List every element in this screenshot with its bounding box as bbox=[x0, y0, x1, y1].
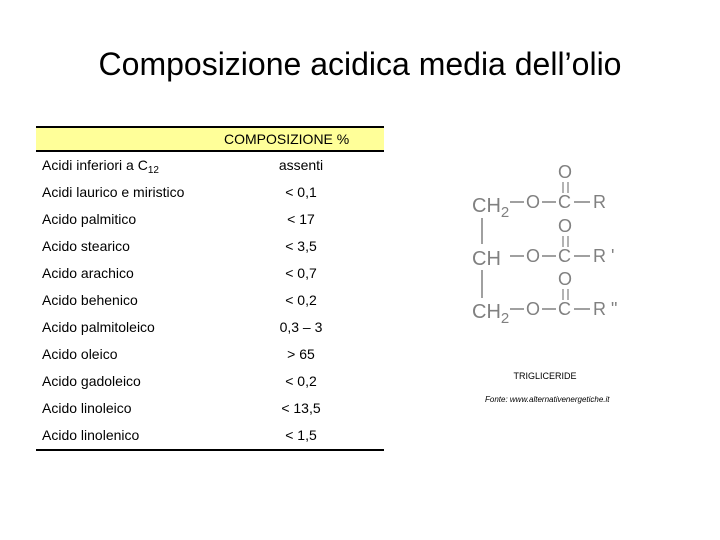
carbonyl-oxygen: O bbox=[558, 269, 573, 289]
acid-value: < 0,2 bbox=[285, 373, 317, 389]
acid-value: > 65 bbox=[287, 346, 315, 362]
oxygen-atom: O bbox=[526, 299, 541, 319]
table-row bbox=[36, 287, 384, 314]
composition-table bbox=[36, 126, 384, 451]
carbon-atom: C bbox=[558, 299, 571, 319]
figure-caption: TRIGLICERIDE bbox=[513, 371, 577, 381]
carbonyl-oxygen: O bbox=[558, 216, 573, 236]
table-row bbox=[36, 260, 384, 287]
carbon-atom: C bbox=[558, 246, 571, 266]
table-row bbox=[36, 206, 384, 233]
ch-group-2: CH bbox=[472, 248, 501, 270]
acid-name: Acido arachico bbox=[42, 265, 134, 281]
acid-value: < 1,5 bbox=[285, 427, 317, 443]
ch2-group-1: $CH_2$ bbox=[472, 195, 510, 221]
table-row bbox=[36, 395, 384, 422]
r-group-3: R " bbox=[593, 299, 618, 319]
ch2-group-3: $CH_2$ bbox=[472, 301, 510, 327]
table-row bbox=[36, 152, 384, 179]
acid-name: Acido palmitico bbox=[42, 211, 137, 227]
table-row bbox=[36, 341, 384, 368]
acid-name: Acido oleico bbox=[42, 346, 118, 362]
page-title: Composizione acidica media dell’olio bbox=[98, 46, 622, 82]
acid-value: < 0,2 bbox=[285, 292, 317, 308]
acid-name: Acido stearico bbox=[42, 238, 130, 254]
table-row bbox=[36, 179, 384, 206]
acid-name: Acido linolenico bbox=[42, 427, 140, 443]
table-row bbox=[36, 368, 384, 395]
carbon-atom: C bbox=[558, 192, 571, 212]
acid-value: < 13,5 bbox=[281, 400, 321, 416]
figure-source: Fonte: www.alternativenergetiche.it bbox=[485, 395, 610, 404]
oxygen-atom: O bbox=[526, 246, 541, 266]
acid-name: Acidi inferiori a $C_{12}$ bbox=[42, 157, 159, 176]
table-bottom-rule bbox=[36, 449, 384, 451]
acid-name: Acidi laurico e miristico bbox=[42, 184, 185, 200]
r-group-2: R ' bbox=[593, 246, 615, 266]
acid-value: 0,3 – 3 bbox=[279, 319, 323, 335]
acid-name: Acido palmitoleico bbox=[42, 319, 155, 335]
table-row bbox=[36, 422, 384, 449]
header-label: COMPOSIZIONE % bbox=[224, 131, 350, 147]
acid-name: Acido gadoleico bbox=[42, 373, 141, 389]
acid-name: Acido behenico bbox=[42, 292, 138, 308]
acid-name: Acido linoleico bbox=[42, 400, 132, 416]
acid-value: < 17 bbox=[287, 211, 315, 227]
acid-value: < 0,7 bbox=[285, 265, 317, 281]
oxygen-atom: O bbox=[526, 192, 541, 212]
acid-value: < 0,1 bbox=[285, 184, 317, 200]
acid-value: < 3,5 bbox=[285, 238, 317, 254]
r-group-1: R bbox=[593, 192, 606, 212]
table-row bbox=[36, 233, 384, 260]
table-header bbox=[36, 126, 384, 152]
table-row bbox=[36, 314, 384, 341]
acid-value: assenti bbox=[278, 157, 324, 173]
carbonyl-oxygen: O bbox=[558, 162, 573, 182]
